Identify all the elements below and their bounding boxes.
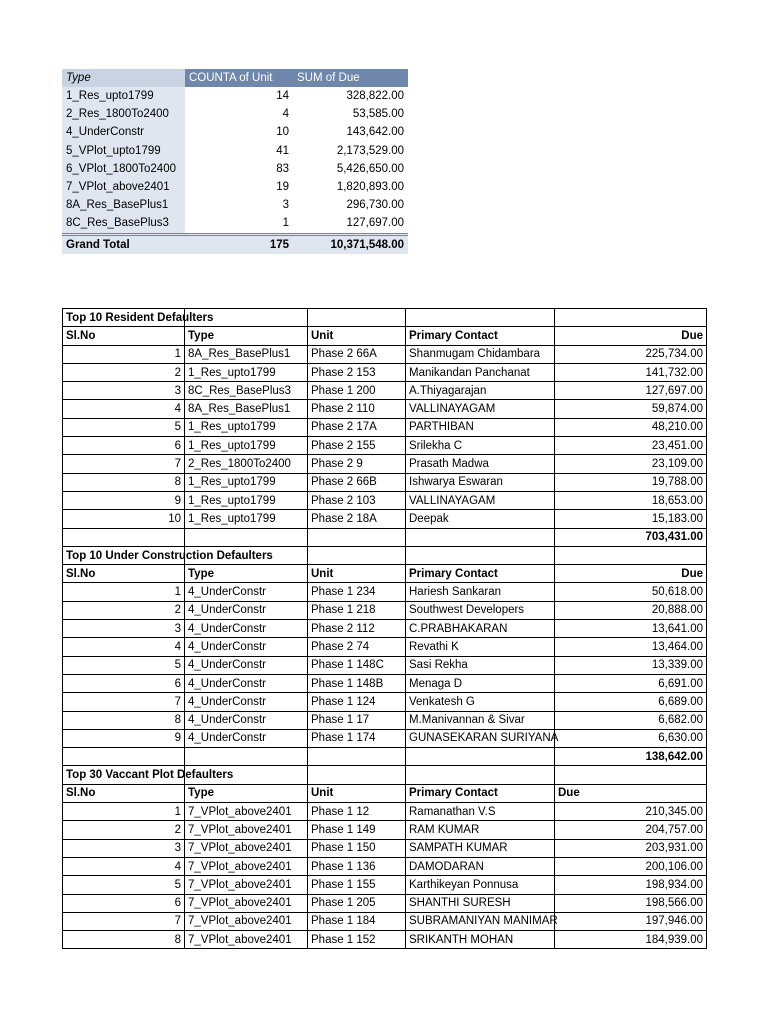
contact-cell: C.PRABHAKARAN	[406, 620, 555, 638]
resident-title-empty	[406, 309, 555, 327]
contact-cell: Shanmugam Chidambara	[406, 345, 555, 363]
construction-row	[63, 729, 707, 747]
slno-cell: 10	[63, 510, 185, 528]
slno-cell: 4	[63, 638, 185, 656]
vacant-row	[63, 857, 707, 875]
due-cell: 59,874.00	[555, 400, 707, 418]
construction-title-empty	[406, 546, 555, 564]
pivot-total-count: 175	[185, 234, 293, 254]
type-cell: 4_UnderConstr	[185, 711, 308, 729]
vacant-row	[63, 894, 707, 912]
contact-cell: Ishwarya Eswaran	[406, 473, 555, 491]
due-cell: 13,641.00	[555, 620, 707, 638]
type-cell: 8C_Res_BasePlus3	[185, 382, 308, 400]
type-cell: 4_UnderConstr	[185, 674, 308, 692]
vacant-header-contact: Primary Contact	[406, 784, 555, 802]
construction-total-row	[63, 748, 707, 766]
due-cell: 18,653.00	[555, 491, 707, 509]
resident-row	[63, 455, 707, 473]
resident-row	[63, 510, 707, 528]
type-cell: 4_UnderConstr	[185, 620, 308, 638]
construction-header-slno: Sl.No	[63, 565, 185, 583]
due-cell: 225,734.00	[555, 345, 707, 363]
pivot-row	[62, 105, 408, 123]
type-cell: 1_Res_upto1799	[185, 510, 308, 528]
slno-cell: 2	[63, 821, 185, 839]
contact-cell: Sasi Rekha	[406, 656, 555, 674]
resident-total: 703,431.00	[555, 528, 707, 546]
pivot-header-sum: SUM of Due	[293, 69, 408, 87]
pivot-count: 1	[282, 217, 289, 230]
resident-row	[63, 473, 707, 491]
resident-header-contact: Primary Contact	[406, 327, 555, 345]
due-cell: 13,464.00	[555, 638, 707, 656]
type-cell: 1_Res_upto1799	[185, 418, 308, 436]
unit-cell: Phase 2 66B	[308, 473, 406, 491]
slno-cell: 2	[63, 601, 185, 619]
vacant-header-type: Type	[185, 784, 308, 802]
resident-header-unit: Unit	[308, 327, 406, 345]
slno-cell: 6	[63, 674, 185, 692]
resident-title-row	[63, 309, 707, 327]
vacant-header-slno: Sl.No	[63, 784, 185, 802]
slno-cell: 1	[63, 583, 185, 601]
type-cell: 7_VPlot_above2401	[185, 839, 308, 857]
pivot-type: 5_VPlot_upto1799	[62, 142, 185, 160]
due-cell: 48,210.00	[555, 418, 707, 436]
unit-cell: Phase 2 110	[308, 400, 406, 418]
due-cell: 20,888.00	[555, 601, 707, 619]
type-cell: 4_UnderConstr	[185, 583, 308, 601]
unit-cell: Phase 1 234	[308, 583, 406, 601]
unit-cell: Phase 2 155	[308, 437, 406, 455]
due-cell: 6,691.00	[555, 674, 707, 692]
contact-cell: VALLINAYAGAM	[406, 400, 555, 418]
due-cell: 50,618.00	[555, 583, 707, 601]
contact-cell: Srilekha C	[406, 437, 555, 455]
pivot-type: 7_VPlot_above2401	[62, 178, 185, 196]
slno-cell: 5	[63, 418, 185, 436]
vacant-header-unit: Unit	[308, 784, 406, 802]
construction-total: 138,642.00	[555, 748, 707, 766]
unit-cell: Phase 2 153	[308, 363, 406, 381]
due-cell: 127,697.00	[555, 382, 707, 400]
vacant-row	[63, 931, 707, 949]
due-cell: 6,689.00	[555, 693, 707, 711]
unit-cell: Phase 1 152	[308, 931, 406, 949]
type-cell: 7_VPlot_above2401	[185, 931, 308, 949]
due-cell: 23,109.00	[555, 455, 707, 473]
unit-cell: Phase 1 155	[308, 876, 406, 894]
type-cell: 4_UnderConstr	[185, 656, 308, 674]
pivot-sum: 53,585.00	[352, 108, 404, 121]
slno-cell: 9	[63, 491, 185, 509]
unit-cell: Phase 1 17	[308, 711, 406, 729]
resident-total-empty	[406, 528, 555, 546]
slno-cell: 8	[63, 931, 185, 949]
type-cell: 4_UnderConstr	[185, 638, 308, 656]
due-cell: 141,732.00	[555, 363, 707, 381]
due-cell: 184,939.00	[555, 931, 707, 949]
pivot-type: 4_UnderConstr	[62, 123, 185, 141]
contact-cell: M.Manivannan & Sivar	[406, 711, 555, 729]
pivot-sum: 2,173,529.00	[336, 144, 404, 157]
unit-cell: Phase 2 74	[308, 638, 406, 656]
contact-cell: Menaga D	[406, 674, 555, 692]
type-cell: 4_UnderConstr	[185, 729, 308, 747]
pivot-count: 41	[276, 144, 289, 157]
pivot-row	[62, 214, 408, 234]
slno-cell: 8	[63, 711, 185, 729]
type-cell: 1_Res_upto1799	[185, 363, 308, 381]
construction-row	[63, 656, 707, 674]
slno-cell: 1	[63, 345, 185, 363]
type-cell: 4_UnderConstr	[185, 601, 308, 619]
type-cell: 4_UnderConstr	[185, 693, 308, 711]
pivot-count: 10	[276, 126, 289, 139]
unit-cell: Phase 2 18A	[308, 510, 406, 528]
vacant-title-empty	[308, 766, 406, 784]
construction-row	[63, 693, 707, 711]
pivot-count: 19	[276, 181, 289, 194]
pivot-table	[62, 69, 408, 254]
unit-cell: Phase 1 148C	[308, 656, 406, 674]
contact-cell: Karthikeyan Ponnusa	[406, 876, 555, 894]
pivot-sum: 143,642.00	[346, 126, 404, 139]
unit-cell: Phase 2 17A	[308, 418, 406, 436]
construction-row	[63, 583, 707, 601]
vacant-row	[63, 839, 707, 857]
unit-cell: Phase 1 148B	[308, 674, 406, 692]
resident-total-row	[63, 528, 707, 546]
due-cell: 6,630.00	[555, 729, 707, 747]
contact-cell: Hariesh Sankaran	[406, 583, 555, 601]
slno-cell: 3	[63, 382, 185, 400]
construction-title-empty	[555, 546, 707, 564]
construction-row	[63, 620, 707, 638]
pivot-row	[62, 196, 408, 214]
pivot-count: 3	[282, 199, 289, 212]
due-cell: 198,934.00	[555, 876, 707, 894]
due-cell: 210,345.00	[555, 803, 707, 821]
pivot-type: 8A_Res_BasePlus1	[62, 196, 185, 214]
construction-header-due: Due	[555, 565, 707, 583]
contact-cell: Prasath Madwa	[406, 455, 555, 473]
type-cell: 8A_Res_BasePlus1	[185, 345, 308, 363]
contact-cell: DAMODARAN	[406, 857, 555, 875]
unit-cell: Phase 1 174	[308, 729, 406, 747]
contact-cell: Manikandan Panchanat	[406, 363, 555, 381]
pivot-count: 83	[276, 162, 289, 175]
type-cell: 7_VPlot_above2401	[185, 876, 308, 894]
slno-cell: 1	[63, 803, 185, 821]
construction-header-unit: Unit	[308, 565, 406, 583]
slno-cell: 7	[63, 693, 185, 711]
vacant-header-due: Due	[555, 784, 707, 802]
contact-cell: RAM KUMAR	[406, 821, 555, 839]
slno-cell: 7	[63, 912, 185, 930]
due-cell: 197,946.00	[555, 912, 707, 930]
pivot-type: 6_VPlot_1800To2400	[62, 160, 185, 178]
resident-header-type: Type	[185, 327, 308, 345]
contact-cell: Deepak	[406, 510, 555, 528]
pivot-header-type: Type	[62, 69, 185, 87]
contact-cell: SHANTHI SURESH	[406, 894, 555, 912]
slno-cell: 2	[63, 363, 185, 381]
vacant-title-empty	[555, 766, 707, 784]
pivot-header-count: COUNTA of Unit	[185, 69, 293, 87]
pivot-total-sum: 10,371,548.00	[293, 234, 408, 254]
pivot-count: 4	[282, 108, 289, 121]
unit-cell: Phase 1 218	[308, 601, 406, 619]
pivot-row	[62, 178, 408, 196]
pivot-sum: 296,730.00	[346, 199, 404, 212]
resident-header-due: Due	[555, 327, 707, 345]
slno-cell: 5	[63, 876, 185, 894]
due-cell: 6,682.00	[555, 711, 707, 729]
construction-total-empty	[308, 748, 406, 766]
construction-header-row	[63, 565, 707, 583]
pivot-body	[62, 87, 408, 254]
pivot-sum: 127,697.00	[346, 217, 404, 230]
construction-total-empty	[406, 748, 555, 766]
pivot-grand-total-row	[62, 234, 408, 254]
unit-cell: Phase 2 9	[308, 455, 406, 473]
type-cell: 7_VPlot_above2401	[185, 912, 308, 930]
pivot-row	[62, 123, 408, 141]
due-cell: 15,183.00	[555, 510, 707, 528]
type-cell: 1_Res_upto1799	[185, 473, 308, 491]
pivot-total-label: Grand Total	[62, 234, 185, 254]
contact-cell: SRIKANTH MOHAN	[406, 931, 555, 949]
contact-cell: Venkatesh G	[406, 693, 555, 711]
resident-total-empty	[308, 528, 406, 546]
resident-total-empty	[185, 528, 308, 546]
unit-cell: Phase 1 12	[308, 803, 406, 821]
construction-row	[63, 674, 707, 692]
resident-title-empty	[308, 309, 406, 327]
unit-cell: Phase 1 200	[308, 382, 406, 400]
pivot-sum: 328,822.00	[346, 90, 404, 103]
construction-total-empty	[63, 748, 185, 766]
contact-cell: Southwest Developers	[406, 601, 555, 619]
due-cell: 203,931.00	[555, 839, 707, 857]
contact-cell: SUBRAMANIYAN MANIMAR	[406, 912, 555, 930]
contact-cell: PARTHIBAN	[406, 418, 555, 436]
type-cell: 2_Res_1800To2400	[185, 455, 308, 473]
resident-row	[63, 418, 707, 436]
construction-row	[63, 638, 707, 656]
unit-cell: Phase 1 136	[308, 857, 406, 875]
construction-row	[63, 711, 707, 729]
due-cell: 200,106.00	[555, 857, 707, 875]
pivot-type: 2_Res_1800To2400	[62, 105, 185, 123]
defaulters-table	[62, 308, 707, 949]
resident-row	[63, 345, 707, 363]
due-cell: 198,566.00	[555, 894, 707, 912]
slno-cell: 9	[63, 729, 185, 747]
resident-total-empty	[63, 528, 185, 546]
resident-header-slno: Sl.No	[63, 327, 185, 345]
unit-cell: Phase 1 124	[308, 693, 406, 711]
vacant-row	[63, 912, 707, 930]
resident-header-row	[63, 327, 707, 345]
construction-title-empty	[308, 546, 406, 564]
construction-header-contact: Primary Contact	[406, 565, 555, 583]
unit-cell: Phase 2 112	[308, 620, 406, 638]
due-cell: 23,451.00	[555, 437, 707, 455]
pivot-row	[62, 160, 408, 178]
construction-header-type: Type	[185, 565, 308, 583]
vacant-title-empty	[406, 766, 555, 784]
resident-row	[63, 363, 707, 381]
type-cell: 1_Res_upto1799	[185, 491, 308, 509]
contact-cell: GUNASEKARAN SURIYANA	[406, 729, 555, 747]
contact-cell: VALLINAYAGAM	[406, 491, 555, 509]
resident-row	[63, 382, 707, 400]
pivot-row	[62, 87, 408, 105]
unit-cell: Phase 1 184	[308, 912, 406, 930]
due-cell: 13,339.00	[555, 656, 707, 674]
vacant-row	[63, 803, 707, 821]
slno-cell: 5	[63, 656, 185, 674]
construction-title-row	[63, 546, 707, 564]
resident-title: Top 10 Resident Defaulters	[63, 309, 185, 327]
vacant-row	[63, 821, 707, 839]
defaulters-body	[63, 309, 707, 949]
unit-cell: Phase 2 103	[308, 491, 406, 509]
resident-row	[63, 400, 707, 418]
due-cell: 204,757.00	[555, 821, 707, 839]
unit-cell: Phase 1 205	[308, 894, 406, 912]
slno-cell: 3	[63, 839, 185, 857]
pivot-count: 14	[276, 90, 289, 103]
type-cell: 7_VPlot_above2401	[185, 821, 308, 839]
type-cell: 7_VPlot_above2401	[185, 803, 308, 821]
pivot-sum: 1,820,893.00	[336, 181, 404, 194]
contact-cell: SAMPATH KUMAR	[406, 839, 555, 857]
contact-cell: A.Thiyagarajan	[406, 382, 555, 400]
contact-cell: Ramanathan V.S	[406, 803, 555, 821]
pivot-sum: 5,426,650.00	[336, 162, 404, 175]
unit-cell: Phase 1 149	[308, 821, 406, 839]
slno-cell: 4	[63, 400, 185, 418]
slno-cell: 6	[63, 437, 185, 455]
unit-cell: Phase 1 150	[308, 839, 406, 857]
slno-cell: 6	[63, 894, 185, 912]
construction-total-empty	[185, 748, 308, 766]
slno-cell: 4	[63, 857, 185, 875]
pivot-type: 1_Res_upto1799	[62, 87, 185, 105]
resident-title-empty	[555, 309, 707, 327]
pivot-type: 8C_Res_BasePlus3	[62, 214, 185, 234]
pivot-header-row	[62, 69, 408, 87]
resident-row	[63, 437, 707, 455]
vacant-row	[63, 876, 707, 894]
type-cell: 7_VPlot_above2401	[185, 857, 308, 875]
contact-cell: Revathi K	[406, 638, 555, 656]
construction-title: Top 10 Under Construction Defaulters	[63, 546, 185, 564]
slno-cell: 3	[63, 620, 185, 638]
due-cell: 19,788.00	[555, 473, 707, 491]
pivot-row	[62, 142, 408, 160]
type-cell: 7_VPlot_above2401	[185, 894, 308, 912]
slno-cell: 7	[63, 455, 185, 473]
resident-row	[63, 491, 707, 509]
type-cell: 8A_Res_BasePlus1	[185, 400, 308, 418]
unit-cell: Phase 2 66A	[308, 345, 406, 363]
vacant-title-row	[63, 766, 707, 784]
type-cell: 1_Res_upto1799	[185, 437, 308, 455]
slno-cell: 8	[63, 473, 185, 491]
vacant-header-row	[63, 784, 707, 802]
construction-row	[63, 601, 707, 619]
vacant-title: Top 30 Vaccant Plot Defaulters	[63, 766, 185, 784]
